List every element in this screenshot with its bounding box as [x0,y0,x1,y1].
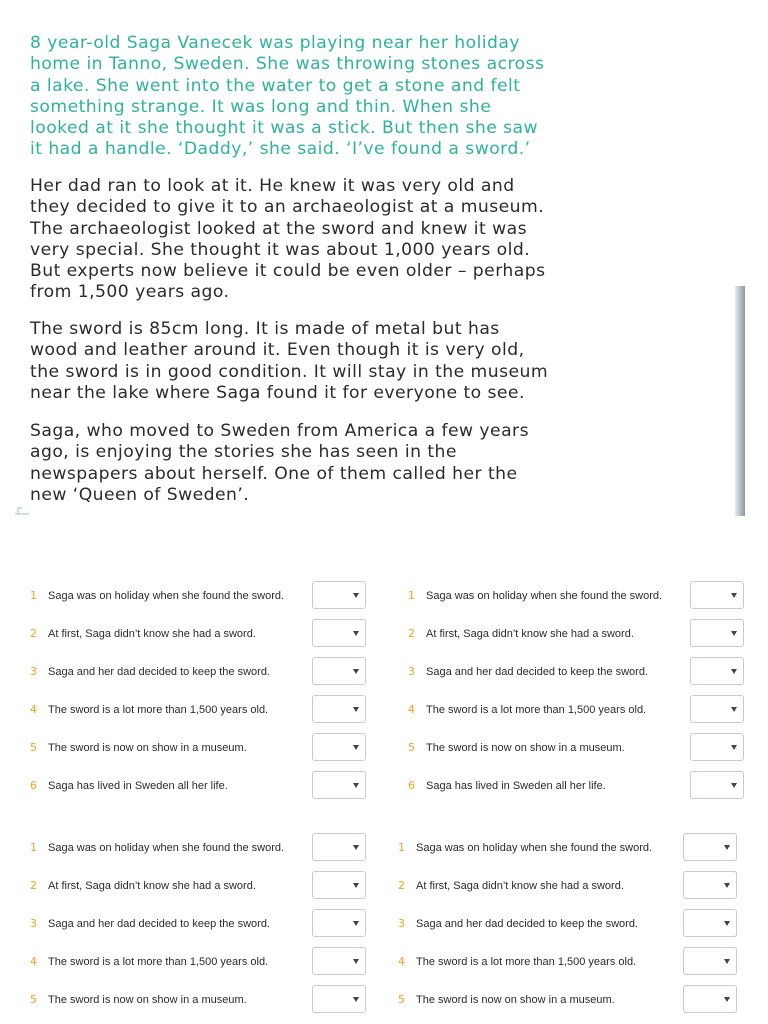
question-number: 6 [408,779,415,792]
question-row [408,581,768,611]
question-number: 3 [30,917,37,930]
question-number: 6 [30,779,37,792]
question-number: 4 [30,955,37,968]
question-number: 5 [30,993,37,1006]
question-row [398,947,768,977]
question-number: 3 [408,665,415,678]
question-number: 1 [30,841,37,854]
question-number: 4 [408,703,415,716]
dropdown-arrow-icon [353,669,359,674]
dropdown-arrow-icon [724,959,730,964]
question-text: At first, Saga didn’t know she had a sword. [48,880,256,892]
question-text: Saga was on holiday when she found the sword. [426,590,663,602]
question-row [408,657,768,687]
answer-dropdown[interactable] [690,581,744,609]
passage-paragraph-1: 8 year-old Saga Vanecek was playing near her holiday home in Tanno, Sweden. She was throwing stones across a lake. She went into the water to get a stone and felt something strange. It was long and thin. When she looked at it she thought it was a stick. But then she saw it had a handle. ‘Daddy,’ she said. ‘I’ve found a sword.’ [30,33,545,160]
question-text: Saga has lived in Sweden all her life. [426,780,606,792]
dropdown-arrow-icon [731,669,737,674]
answer-dropdown[interactable] [683,871,737,899]
answer-dropdown[interactable] [312,985,366,1013]
question-row [398,833,768,863]
question-row [408,733,768,763]
question-text: At first, Saga didn’t know she had a sword. [426,628,634,640]
answer-dropdown[interactable] [312,581,366,609]
question-number: 4 [398,955,405,968]
passage-paragraph-2: Her dad ran to look at it. He knew it was very old and they decided to give it to an archaeologist at a museum. The archaeologist looked at the sword and knew it was very special. She thought it was about 1,000 years old. But experts now believe it could be even older – perhaps from 1,500 years ago. [30,176,546,303]
question-text: At first, Saga didn’t know she had a sword. [48,628,256,640]
question-text: The sword is a lot more than 1,500 years old. [426,704,647,716]
passage-paragraph-3: The sword is 85cm long. It is made of metal but has wood and leather around it. Even though it is very old, the sword is in good condition. It will stay in the museum near the lake where Saga found it for everyone to see. [30,319,549,403]
dropdown-arrow-icon [353,921,359,926]
answer-dropdown[interactable] [312,871,366,899]
answer-dropdown[interactable] [312,771,366,799]
question-number: 2 [30,879,37,892]
question-text: Saga and her dad decided to keep the sword. [48,918,270,930]
question-text: Saga and her dad decided to keep the sword. [48,666,270,678]
answer-dropdown[interactable] [312,947,366,975]
question-text: The sword is a lot more than 1,500 years old. [48,704,269,716]
dropdown-arrow-icon [353,845,359,850]
question-row [30,833,400,863]
dropdown-arrow-icon [353,883,359,888]
answer-dropdown[interactable] [683,947,737,975]
dropdown-arrow-icon [353,959,359,964]
reading-passage [0,0,745,516]
dropdown-arrow-icon [731,707,737,712]
dropdown-arrow-icon [353,707,359,712]
question-row [30,581,400,611]
dropdown-arrow-icon [731,593,737,598]
dropdown-arrow-icon [353,783,359,788]
question-text: At first, Saga didn’t know she had a sword. [416,880,624,892]
question-text: The sword is a lot more than 1,500 years old. [48,956,269,968]
question-text: The sword is now on show in a museum. [48,742,247,754]
question-row [30,619,400,649]
dropdown-arrow-icon [731,745,737,750]
question-row [408,619,768,649]
answer-dropdown[interactable] [683,833,737,861]
dropdown-arrow-icon [353,997,359,1002]
question-number: 1 [408,589,415,602]
dropdown-arrow-icon [724,997,730,1002]
answer-dropdown[interactable] [312,657,366,685]
question-number: 3 [30,665,37,678]
passage-paragraph-4: Saga, who moved to Sweden from America a few years ago, is enjoying the stories she has seen in the newspapers about herself. One of them called her the new ‘Queen of Sweden’. [30,421,529,505]
question-number: 2 [408,627,415,640]
question-number: 5 [398,993,405,1006]
question-row [30,695,400,725]
answer-dropdown[interactable] [683,909,737,937]
question-number: 2 [398,879,405,892]
question-row [30,733,400,763]
answer-dropdown[interactable] [690,619,744,647]
question-text: Saga and her dad decided to keep the sword. [416,918,638,930]
dropdown-arrow-icon [731,783,737,788]
question-row [398,871,768,901]
question-text: Saga was on holiday when she found the sword. [48,842,285,854]
answer-dropdown[interactable] [690,733,744,761]
dropdown-arrow-icon [353,593,359,598]
question-row [30,947,400,977]
dropdown-arrow-icon [724,845,730,850]
answer-dropdown[interactable] [312,833,366,861]
question-text: The sword is now on show in a museum. [48,994,247,1006]
question-row [408,771,768,801]
answer-dropdown[interactable] [683,985,737,1013]
question-text: Saga and her dad decided to keep the sword. [426,666,648,678]
question-text: The sword is now on show in a museum. [426,742,625,754]
question-row [30,657,400,687]
answer-dropdown[interactable] [690,771,744,799]
question-text: The sword is a lot more than 1,500 years old. [416,956,637,968]
answer-dropdown[interactable] [690,657,744,685]
question-number: 1 [398,841,405,854]
question-row [398,985,768,1015]
dropdown-arrow-icon [724,883,730,888]
question-text: Saga was on holiday when she found the sword. [416,842,653,854]
question-row [30,985,400,1015]
question-number: 1 [30,589,37,602]
dropdown-arrow-icon [353,631,359,636]
question-row [398,909,768,939]
question-text: The sword is now on show in a museum. [416,994,615,1006]
question-text: Saga was on holiday when she found the sword. [48,590,285,602]
question-row [30,909,400,939]
answer-dropdown[interactable] [312,733,366,761]
answer-dropdown[interactable] [312,909,366,937]
question-number: 3 [398,917,405,930]
question-row [30,871,400,901]
question-number: 5 [408,741,415,754]
question-row [30,771,400,801]
question-text: Saga has lived in Sweden all her life. [48,780,228,792]
corner-mark-icon [13,504,31,516]
dropdown-arrow-icon [353,745,359,750]
question-number: 2 [30,627,37,640]
answer-dropdown[interactable] [312,695,366,723]
dropdown-arrow-icon [724,921,730,926]
dropdown-arrow-icon [731,631,737,636]
question-number: 5 [30,741,37,754]
answer-dropdown[interactable] [690,695,744,723]
question-number: 4 [30,703,37,716]
question-row [408,695,768,725]
answer-dropdown[interactable] [312,619,366,647]
